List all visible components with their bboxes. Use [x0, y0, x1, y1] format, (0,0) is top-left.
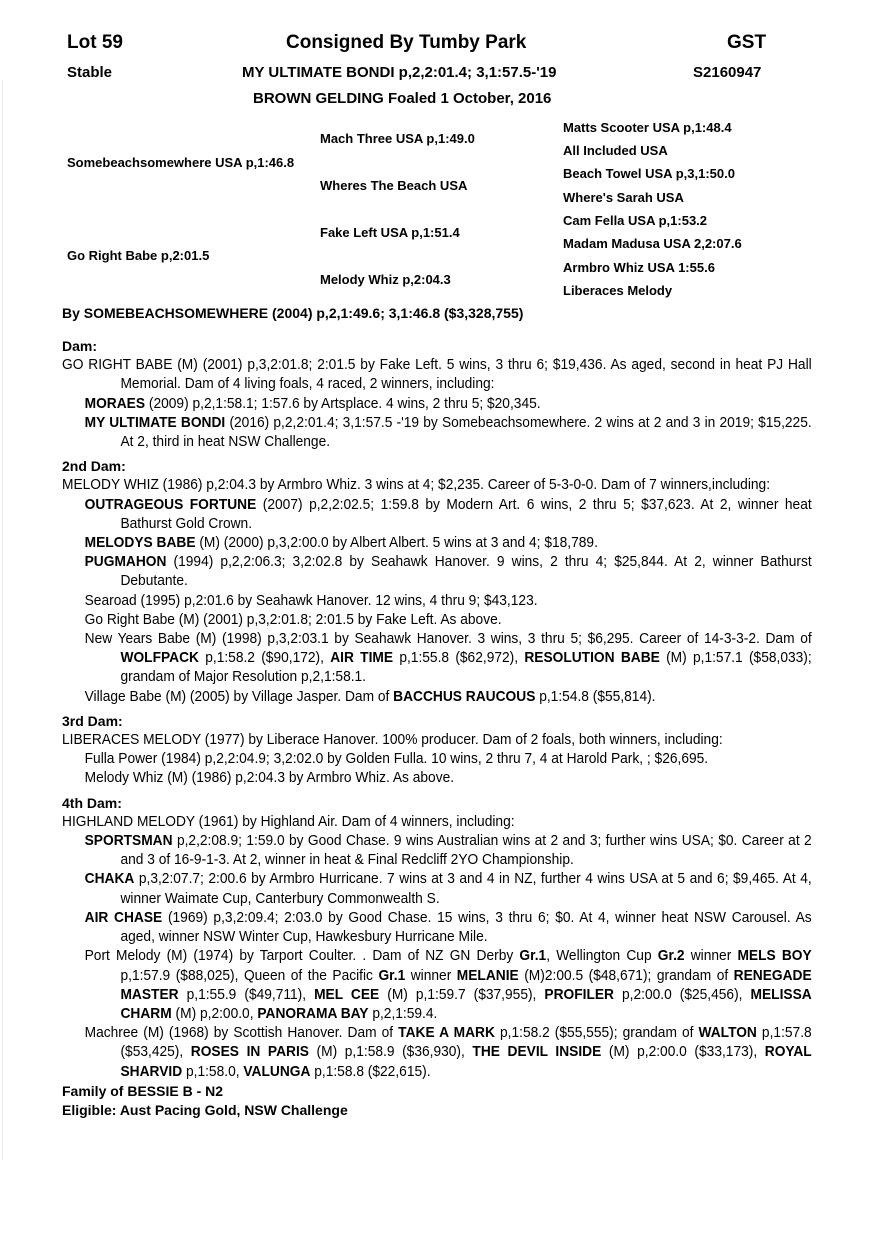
- progeny-entry: [85, 750, 812, 769]
- bold-horse-name: AIR CHASE: [84, 909, 163, 926]
- consignor: Consigned By Tumby Park: [286, 32, 527, 53]
- bold-horse-name: MORAES: [84, 395, 146, 412]
- sire-summary: By SOMEBEACHSOMEWHERE (2004) p,2,1:49.6; 3,1:46.8 ($3,328,755): [62, 305, 524, 321]
- entry-text: Machree (M) (1968) by Scottish Hanover. Dam of: [84, 1025, 399, 1042]
- pedigree-gen3-entry: Where's Sarah USA: [563, 190, 684, 205]
- bold-horse-name: RENEGADE MASTER: [120, 967, 812, 1003]
- dam-entry: [62, 356, 812, 394]
- horse-title: MY ULTIMATE BONDI p,2,2:01.4; 3,1:57.5-'19: [242, 64, 557, 81]
- entry-text: , Wellington Cup: [546, 948, 658, 965]
- stable-label: Stable: [67, 64, 113, 81]
- progeny-entry: [85, 553, 812, 591]
- entry-text: (M) p,2:00.0 ($33,173),: [601, 1044, 765, 1061]
- bold-horse-name: WOLFPACK: [120, 650, 199, 667]
- progeny-entry: [85, 947, 812, 1024]
- entry-text: p,1:57.9 ($88,025), Queen of the Pacific: [120, 967, 379, 984]
- entry-text: p,2,2:08.9; 1:59.0 by Good Chase. 9 wins Australian wins at 2 and 3; further wins USA; $0. Career at 2 and 3 of 16-9-1-3. At 2, winner in heat & Final Redcliff 2YO Championship.: [120, 833, 812, 869]
- entry-text: p,1:58.8 ($22,615).: [310, 1063, 431, 1080]
- entry-text: p,1:58.2 ($90,172),: [198, 650, 331, 667]
- family-line: Family of BESSIE B - N2: [62, 1082, 224, 1099]
- bold-horse-name: BACCHUS RAUCOUS: [393, 688, 536, 705]
- page-edge-line: [2, 80, 3, 1160]
- pedigree-gen3-entry: Madam Madusa USA 2,2:07.6: [563, 236, 742, 251]
- entry-text: GO RIGHT BABE (M) (2001) p,3,2:01.8; 2:01.5 by Fake Left. 5 wins, 3 thru 6; $19,436. As aged, second in heat PJ Hall Memorial. Dam of 4 living foals, 4 raced, 2 winners, including:: [62, 357, 812, 393]
- gst-label: GST: [727, 32, 767, 53]
- bold-horse-name: TAKE A MARK: [398, 1025, 495, 1042]
- entry-text: winner: [405, 967, 457, 984]
- pedigree-gen3-entry: Armbro Whiz USA 1:55.6: [563, 260, 715, 275]
- entry-text: (2016) p,2,2:01.4; 3,1:57.5 -'19 by Somebeachsomewhere. 2 wins at 2 and 3 in 2019; $15,225. At 2, third in heat NSW Challenge.: [120, 414, 812, 451]
- female-family-text: [62, 332, 812, 1120]
- bold-horse-name: PROFILER: [544, 986, 614, 1003]
- dam-entry: [62, 476, 812, 495]
- entry-text: p,3,2:07.7; 2:00.6 by Armbro Hurricane. 7 wins at 3 and 4 in NZ, further 4 wins USA at 5 and 6; $9,465. At 4, winner Waimate Cup, Canterbury Commonwealth S.: [120, 871, 812, 907]
- progeny-entry: [85, 688, 812, 707]
- entry-text: winner: [684, 948, 738, 965]
- eligibility-line: Eligible: Aust Pacing Gold, NSW Challenge: [62, 1101, 348, 1118]
- entry-text: p,1:54.8 ($55,814).: [535, 688, 656, 705]
- pedigree-gen3-entry: Matts Scooter USA p,1:48.4: [563, 120, 732, 135]
- bold-horse-name: PANORAMA BAY: [257, 1005, 369, 1022]
- progeny-entry: [85, 630, 812, 688]
- entry-text: p,1:55.9 ($49,711),: [178, 986, 315, 1003]
- entry-text: (1994) p,2,2:06.3; 3,2:02.8 by Seahawk Hanover. 9 wins, 2 thru 4; $25,844. At 2, winner Bathurst Debutante.: [120, 554, 812, 590]
- entry-text: Searoad (1995) p,2:01.6 by Seahawk Hanover. 12 wins, 4 thru 9; $43,123.: [84, 592, 538, 609]
- dam-entry: [62, 813, 812, 832]
- entry-text: Fulla Power (1984) p,2,2:04.9; 3,2:02.0 by Golden Fulla. 10 wins, 2 thru 7, 4 at Harold Park, ; $26,695.: [84, 751, 709, 768]
- progeny-entry: [85, 496, 812, 534]
- progeny-entry: [85, 592, 812, 611]
- bold-horse-name: MELS BOY: [737, 948, 812, 965]
- section-heading: 3rd Dam:: [62, 712, 123, 729]
- pedigree-dam-dam: Melody Whiz p,2:04.3: [320, 272, 451, 287]
- progeny-entry: [85, 769, 812, 788]
- entry-text: (M) p,1:58.9 ($36,930),: [308, 1044, 473, 1061]
- entry-text: p,1:58.0,: [182, 1063, 244, 1080]
- dam-section: [62, 794, 812, 1082]
- progeny-entry: [85, 909, 812, 947]
- dam-section: [62, 457, 812, 707]
- entry-text: (M) p,1:59.7 ($37,955),: [379, 986, 545, 1003]
- entry-text: (M) (2000) p,3,2:00.0 by Albert Albert. 5 wins at 3 and 4; $18,789.: [195, 535, 598, 552]
- pedigree-sire-sire: Mach Three USA p,1:49.0: [320, 131, 475, 146]
- entry-text: p,1:55.8 ($62,972),: [393, 650, 525, 667]
- entry-text: p,2:00.0 ($25,456),: [613, 986, 751, 1003]
- dam-section: [62, 337, 812, 452]
- bold-horse-name: MELISSA CHARM: [120, 986, 812, 1022]
- bold-horse-name: ROSES IN PARIS: [190, 1044, 309, 1061]
- section-heading: 2nd Dam:: [62, 458, 126, 475]
- progeny-entry: [85, 395, 812, 414]
- bold-horse-name: THE DEVIL INSIDE: [472, 1044, 602, 1061]
- pedigree-dam-sire: Fake Left USA p,1:51.4: [320, 225, 460, 240]
- lot-number: Lot 59: [67, 32, 123, 53]
- pedigree-sire: Somebeachsomewhere USA p,1:46.8: [67, 155, 295, 170]
- progeny-entry: [85, 414, 812, 452]
- bold-horse-name: MELODYS BABE: [84, 535, 196, 552]
- dam-sections: [62, 337, 812, 1082]
- bold-horse-name: Gr.2: [657, 948, 685, 965]
- entry-text: MELODY WHIZ (1986) p,2:04.3 by Armbro Whiz. 3 wins at 4; $2,235. Career of 5-3-0-0. Dam of 7 winners,including:: [62, 477, 771, 494]
- bold-horse-name: VALUNGA: [243, 1063, 311, 1080]
- dam-section: [62, 712, 812, 789]
- bold-horse-name: Gr.1: [378, 967, 406, 984]
- bold-horse-name: MY ULTIMATE BONDI: [84, 414, 226, 431]
- pedigree-sire-dam: Wheres The Beach USA: [320, 178, 468, 193]
- entry-text: (2009) p,2,1:58.1; 1:57.6 by Artsplace. 4 wins, 2 thru 5; $20,345.: [145, 395, 541, 412]
- pedigree-gen3-entry: Beach Towel USA p,3,1:50.0: [563, 166, 735, 181]
- horse-code: S2160947: [693, 64, 762, 81]
- entry-text: (M) p,2:00.0,: [171, 1005, 258, 1022]
- section-heading: 4th Dam:: [62, 794, 122, 811]
- pedigree-dam: Go Right Babe p,2:01.5: [67, 248, 210, 263]
- entry-text: p,1:58.2 ($55,555); grandam of: [494, 1025, 699, 1042]
- bold-horse-name: Gr.1: [519, 948, 547, 965]
- entry-text: Go Right Babe (M) (2001) p,3,2:01.8; 2:01.5 by Fake Left. As above.: [84, 611, 502, 628]
- bold-horse-name: SPORTSMAN: [84, 833, 173, 850]
- dam-entry: [62, 731, 812, 750]
- pedigree-gen3-entry: Liberaces Melody: [563, 283, 673, 298]
- progeny-entry: [85, 611, 812, 630]
- pedigree-gen3-entry: Cam Fella USA p,1:53.2: [563, 213, 708, 228]
- entry-text: HIGHLAND MELODY (1961) by Highland Air. Dam of 4 winners, including:: [62, 813, 515, 830]
- bold-horse-name: PUGMAHON: [84, 554, 167, 571]
- section-heading: Dam:: [62, 338, 98, 354]
- entry-text: (M)2:00.5 ($48,671); grandam of: [518, 967, 734, 984]
- bold-horse-name: AIR TIME: [330, 650, 394, 667]
- entry-text: Melody Whiz (M) (1986) p,2:04.3 by Armbro Whiz. As above.: [84, 770, 455, 787]
- entry-text: (2007) p,2,2:02.5; 1:59.8 by Modern Art. 6 wins, 2 thru 5; $37,623. At 2, winner heat Bathurst Gold Crown.: [120, 496, 812, 532]
- progeny-entry: [85, 534, 812, 553]
- bold-horse-name: ROYAL SHARVID: [120, 1044, 812, 1080]
- entry-text: LIBERACES MELODY (1977) by Liberace Hanover. 100% producer. Dam of 2 foals, both winners, including:: [62, 732, 723, 749]
- bold-horse-name: OUTRAGEOUS FORTUNE: [84, 496, 257, 513]
- progeny-entry: [85, 832, 812, 870]
- bold-horse-name: RESOLUTION BABE: [524, 650, 660, 667]
- progeny-entry: [85, 870, 812, 908]
- entry-text: Village Babe (M) (2005) by Village Jasper. Dam of: [84, 688, 394, 705]
- entry-text: New Years Babe (M) (1998) p,3,2:03.1 by Seahawk Hanover. 3 wins, 3 thru 5; $6,295. Career of 14-3-3-2. Dam of: [84, 631, 812, 648]
- entry-text: p,1:57.8 ($53,425),: [120, 1025, 812, 1061]
- bold-horse-name: WALTON: [698, 1025, 757, 1042]
- horse-description: BROWN GELDING Foaled 1 October, 2016: [253, 90, 552, 107]
- entry-text: p,2,1:59.4.: [368, 1005, 438, 1022]
- bold-horse-name: MEL CEE: [314, 986, 380, 1003]
- bold-horse-name: MELANIE: [456, 967, 519, 984]
- pedigree-gen3-entry: All Included USA: [563, 143, 668, 158]
- progeny-entry: [85, 1024, 812, 1082]
- entry-text: (1969) p,3,2:09.4; 2:03.0 by Good Chase. 15 wins, 3 thru 6; $0. At 4, winner heat NSW Carousel. As aged, winner NSW Winter Cup, Hawkesbury Hurricane Mile.: [120, 909, 812, 946]
- bold-horse-name: CHAKA: [84, 871, 135, 888]
- entry-text: Port Melody (M) (1974) by Tarport Coulter. . Dam of NZ GN Derby: [84, 948, 520, 965]
- entry-text: (M) p,1:57.1 ($58,033); grandam of Major Resolution p,2,1:58.1.: [120, 650, 812, 686]
